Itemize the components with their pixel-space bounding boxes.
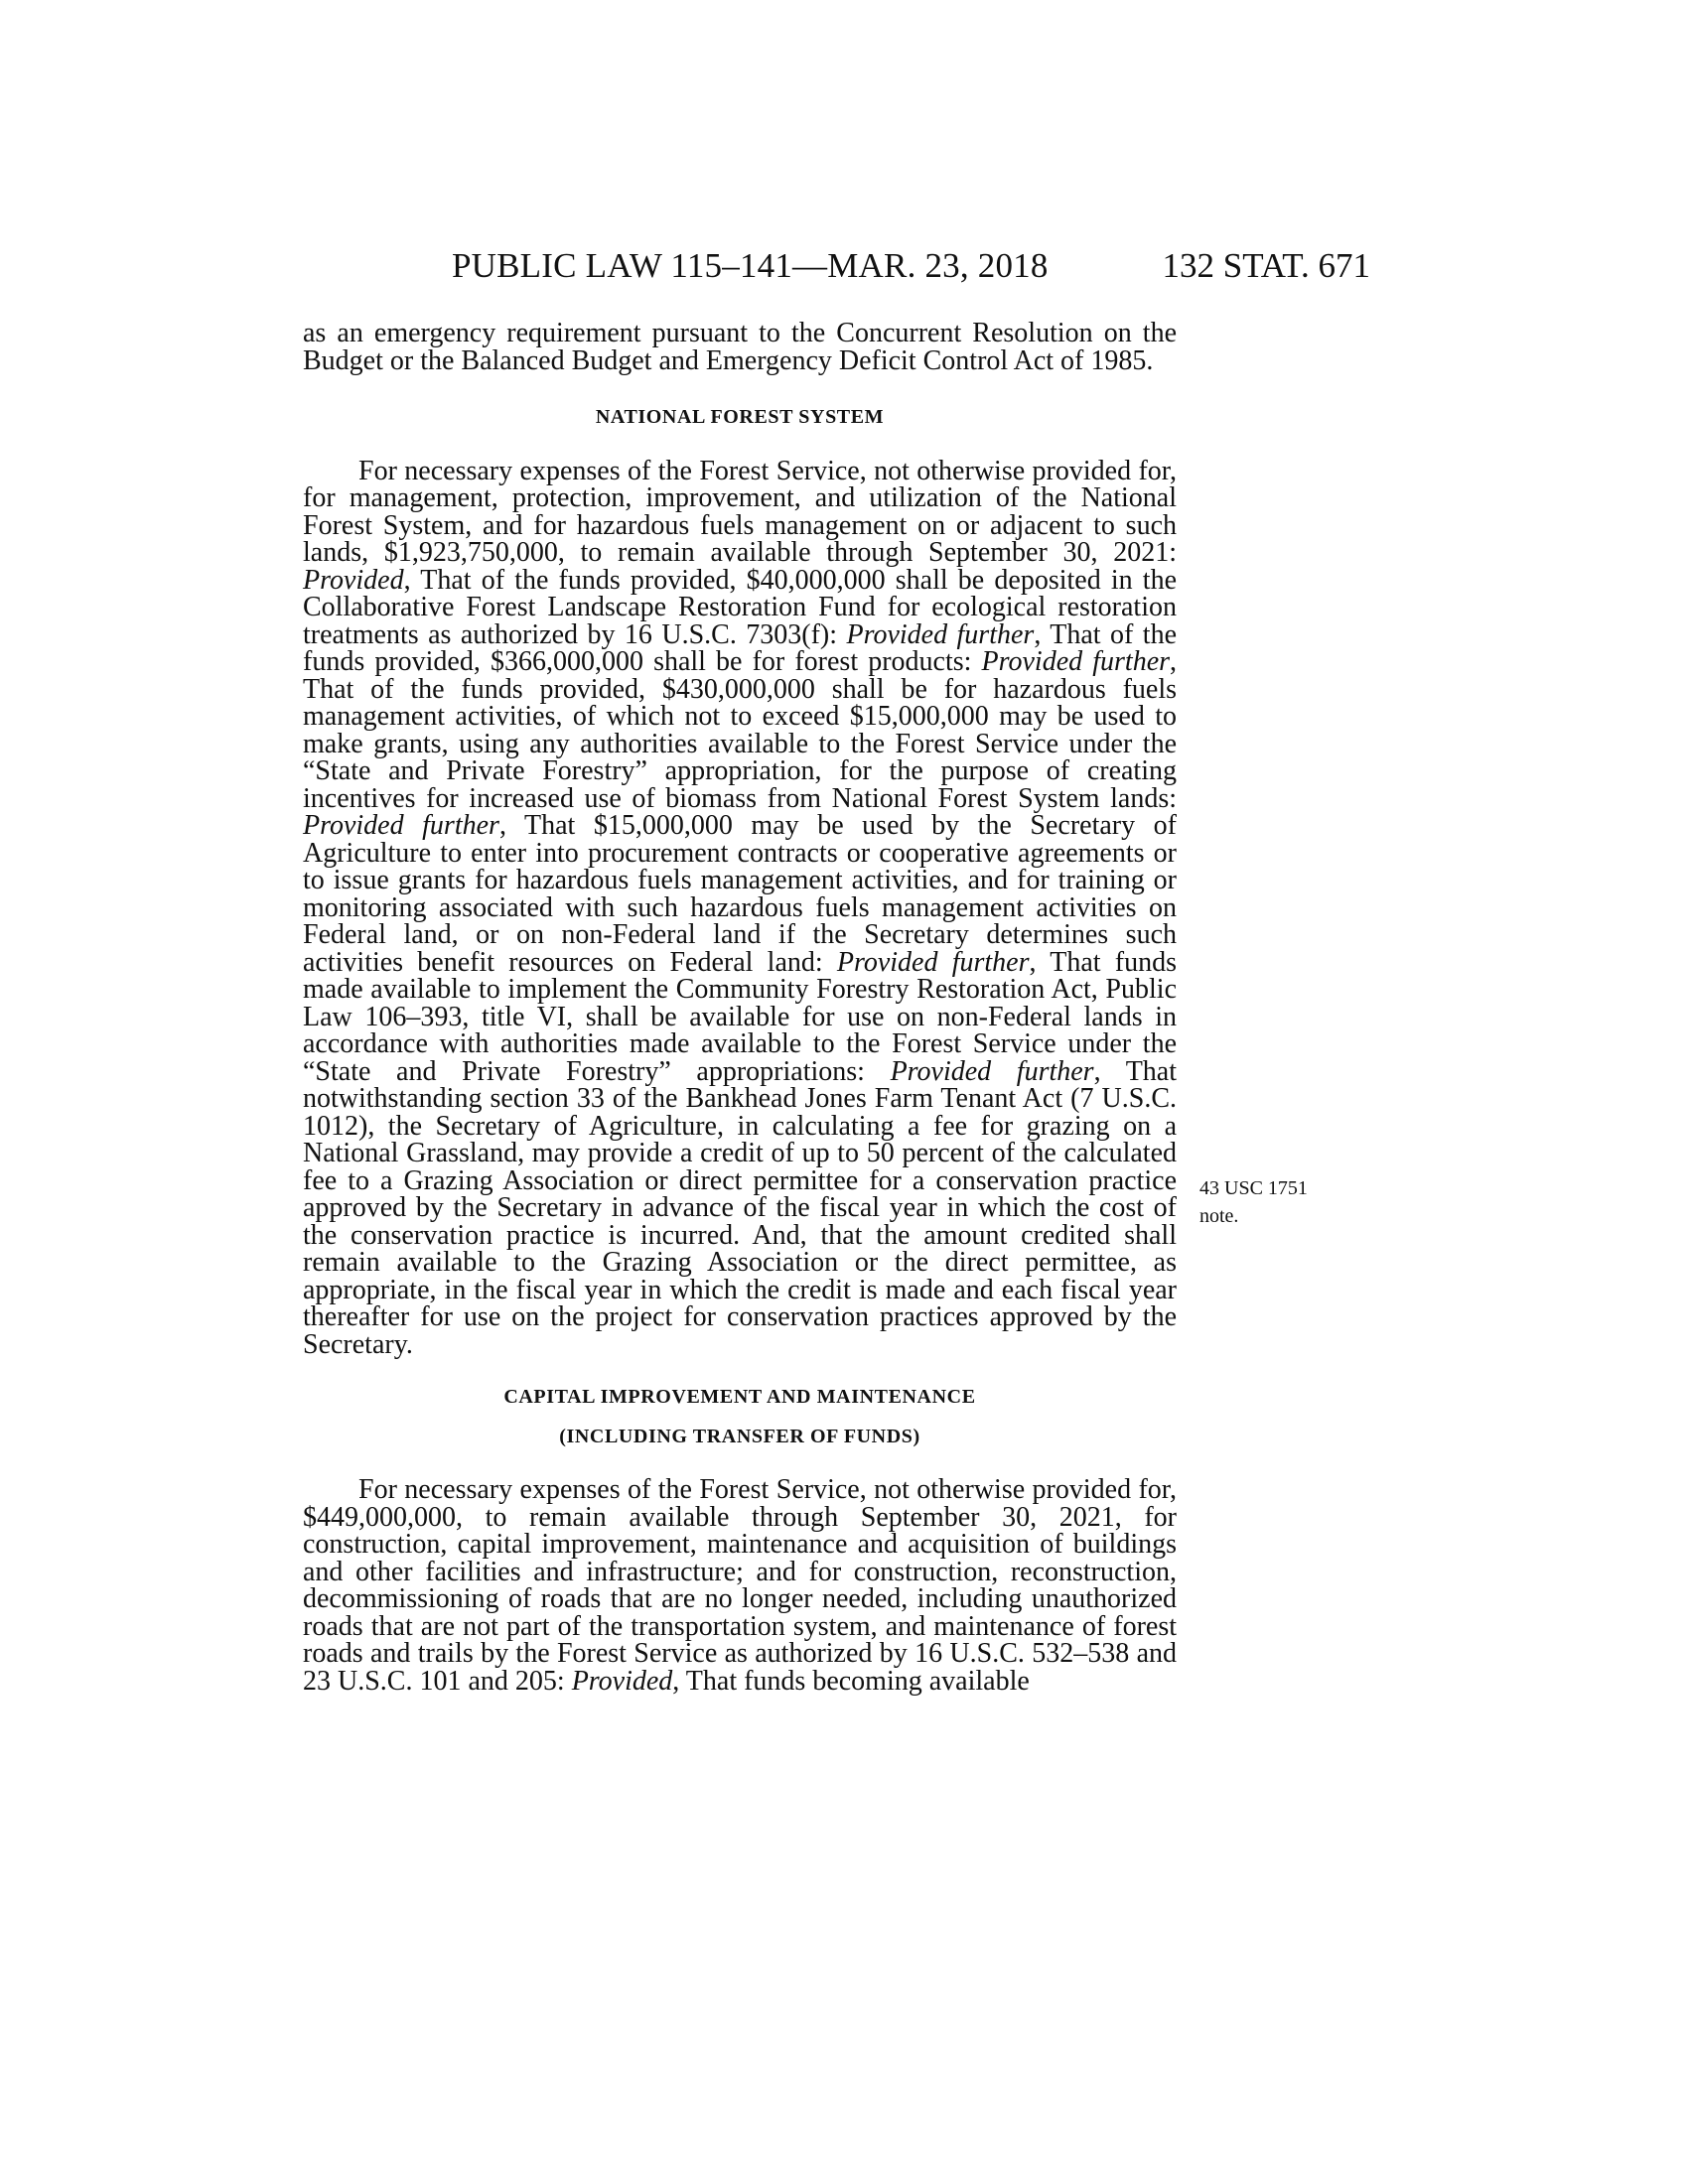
section-heading-national-forest-system: NATIONAL FOREST SYSTEM <box>595 406 885 428</box>
national-forest-system-paragraph <box>303 455 1178 1360</box>
marginal-note-label: note. <box>1199 1204 1239 1227</box>
marginal-note-citation: 43 USC 1751 <box>1199 1177 1308 1199</box>
nfs-proviso-f: Provided further <box>890 1055 1094 1087</box>
stat-page-number: 132 STAT. 671 <box>1162 246 1370 285</box>
section-heading-capital-improvement: CAPITAL IMPROVEMENT AND MAINTENANCE <box>503 1386 976 1408</box>
nfs-text-c: , That of the funds provided, $366,000,000 shall be for forest products: <box>303 618 1177 677</box>
nfs-text-a: For necessary expenses of the Forest Service, not otherwise provided for, for management, protection, improvement, and utilization of the National Forest System, and for hazardous fuels management on or adjacent to such lands, $1,923,750,000, to remain available through September 30, 2021: <box>303 455 1177 568</box>
section-subheading-transfer-of-funds: (INCLUDING TRANSFER OF FUNDS) <box>559 1425 920 1447</box>
cim-proviso-a: Provided <box>571 1665 673 1697</box>
marginal-note <box>1199 1175 1348 1230</box>
document-body <box>303 320 1177 1695</box>
cim-text-a: For necessary expenses of the Forest Service, not otherwise provided for, $449,000,000, to remain available through September 30, 2021, for construction, capital improvement, maintenance and acquisition of buildings and other facilities and infrastructure; and for construction, reconstruction, decommissioning of roads that are no longer needed, including unauthorized roads that are not part of the transportation system, and maintenance of forest roads and trails by the Forest Service as authorized by 16 U.S.C. 532–538 and 23 U.S.C. 101 and 205: <box>303 1474 1177 1697</box>
nfs-proviso-a: Provided <box>303 564 404 596</box>
capital-improvement-paragraph <box>303 1476 1177 1695</box>
nfs-text-g: , That notwithstanding section 33 of the Bankhead Jones Farm Tenant Act (7 U.S.C. 1012), the Secretary of Agriculture, in calculating a fee for grazing on a National Grassland, may provide a credit of up to 50 percent of the calculated fee to a Grazing Association or direct permittee for a conservation practice approved by the Secretary in advance of the fiscal year in which the cost of the conservation practice is incurred. And, that the amount credited shall remain available to the Grazing Association or the direct permittee, as appropriate, in the fiscal year in which the credit is made and each fiscal year thereafter for use on the project for conservation practices approved by the Secretary. <box>303 1055 1178 1360</box>
cim-text-b: , That funds becoming available <box>672 1665 1030 1697</box>
law-title: PUBLIC LAW 115–141—MAR. 23, 2018 <box>452 246 1049 285</box>
nfs-proviso-e: Provided further <box>836 946 1030 978</box>
nfs-proviso-d: Provided further <box>303 810 499 841</box>
page-header <box>303 246 1370 296</box>
nfs-proviso-c: Provided further <box>981 646 1171 677</box>
intro-paragraph: as an emergency requirement pursuant to the Concurrent Resolution on the Budget or the Balanced Budget and Emergency Deficit Control Act of 1985. <box>303 318 1177 376</box>
nfs-text-d: , That of the funds provided, $430,000,000 shall be for hazardous fuels management activities, of which not to exceed $15,000,000 may be used to make grants, using any authorities available to the Forest Service under the “State and Private Forestry” appropriation, for the purpose of creating incentives for increased use of biomass from National Forest System lands: <box>303 646 1178 814</box>
nfs-text-f: , That funds made available to implement the Community Forestry Restoration Act, Public Law 106–393, title VI, shall be available for use on non-Federal lands in accordance with authorities made available to the Forest Service under the “State and Private Forestry” appropriations: <box>303 946 1177 1087</box>
nfs-text-b: , That of the funds provided, $40,000,000 shall be deposited in the Collaborative Forest Landscape Restoration Fund for ecological restoration treatments as authorized by 16 U.S.C. 7303(f): <box>303 564 1177 650</box>
nfs-text-e: , That $15,000,000 may be used by the Secretary of Agriculture to enter into procurement contracts or cooperative agreements or to issue grants for hazardous fuels management activities, and for training or monitoring associated with such hazardous fuels management activities on Federal land, or on non-Federal land if the Secretary determines such activities benefit resources on Federal land: <box>303 810 1177 978</box>
nfs-proviso-b: Provided further <box>846 618 1035 650</box>
